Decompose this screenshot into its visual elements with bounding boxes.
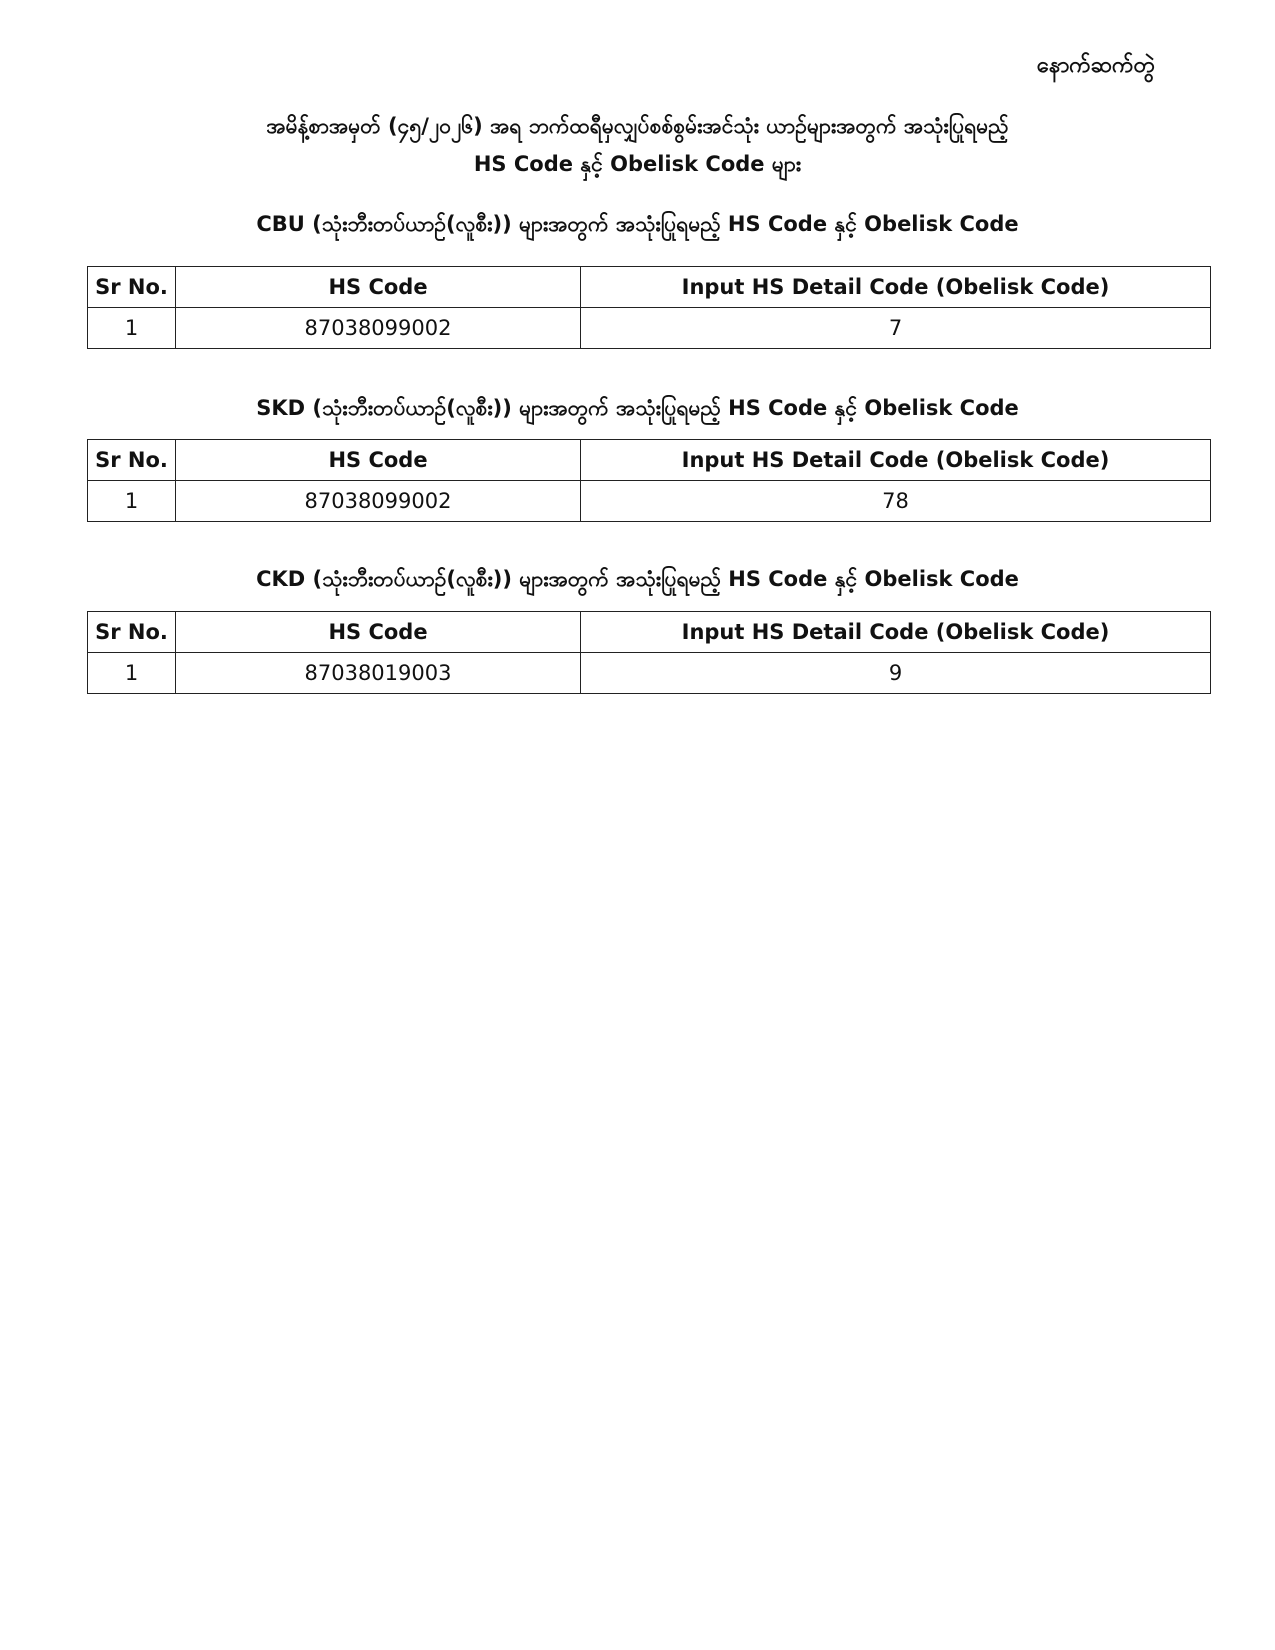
cell-sr-no: 1 [88, 308, 176, 349]
table-row [88, 308, 1211, 349]
cell-detail-code: 7 [581, 308, 1211, 349]
document-title-line-2: HS Code နှင့် Obelisk Code များ [473, 152, 802, 176]
codes-table-cbu [87, 266, 1211, 349]
cell-hs-code: 87038019003 [176, 653, 581, 694]
table-header-row [88, 440, 1211, 481]
header-detail-code: Input HS Detail Code (Obelisk Code) [581, 267, 1211, 308]
table-header-row [88, 267, 1211, 308]
header-detail-code: Input HS Detail Code (Obelisk Code) [581, 612, 1211, 653]
cell-sr-no: 1 [88, 653, 176, 694]
codes-table-skd [87, 439, 1211, 522]
header-sr-no: Sr No. [88, 440, 176, 481]
annex-label: နောက်ဆက်တွဲ [1036, 53, 1155, 78]
header-hs-code: HS Code [176, 440, 581, 481]
header-hs-code: HS Code [176, 267, 581, 308]
cell-detail-code: 9 [581, 653, 1211, 694]
document-title-line-1: အမိန့်စာအမှတ် (၄၅/၂၀၂၆) အရ ဘက်ထရီမှလျှပ်စစ်စွမ်းအင်သုံး ယာဉ်များအတွက် အသုံးပြုရမည့် [266, 114, 1009, 138]
section-heading-ckd: CKD (သုံးဘီးတပ်ယာဉ်(လူစီး)) များအတွက် အသုံးပြုရမည့် HS Code နှင့် Obelisk Code [256, 567, 1019, 591]
cell-hs-code: 87038099002 [176, 481, 581, 522]
codes-table-ckd [87, 611, 1211, 694]
cell-hs-code: 87038099002 [176, 308, 581, 349]
header-sr-no: Sr No. [88, 267, 176, 308]
header-detail-code: Input HS Detail Code (Obelisk Code) [581, 440, 1211, 481]
cell-detail-code: 78 [581, 481, 1211, 522]
table-header-row [88, 612, 1211, 653]
header-hs-code: HS Code [176, 612, 581, 653]
cell-sr-no: 1 [88, 481, 176, 522]
table-row [88, 481, 1211, 522]
section-heading-skd: SKD (သုံးဘီးတပ်ယာဉ်(လူစီး)) များအတွက် အသုံးပြုရမည့် HS Code နှင့် Obelisk Code [256, 396, 1019, 420]
section-heading-cbu: CBU (သုံးဘီးတပ်ယာဉ်(လူစီး)) များအတွက် အသုံးပြုရမည့် HS Code နှင့် Obelisk Code [256, 212, 1019, 236]
header-sr-no: Sr No. [88, 612, 176, 653]
table-row [88, 653, 1211, 694]
